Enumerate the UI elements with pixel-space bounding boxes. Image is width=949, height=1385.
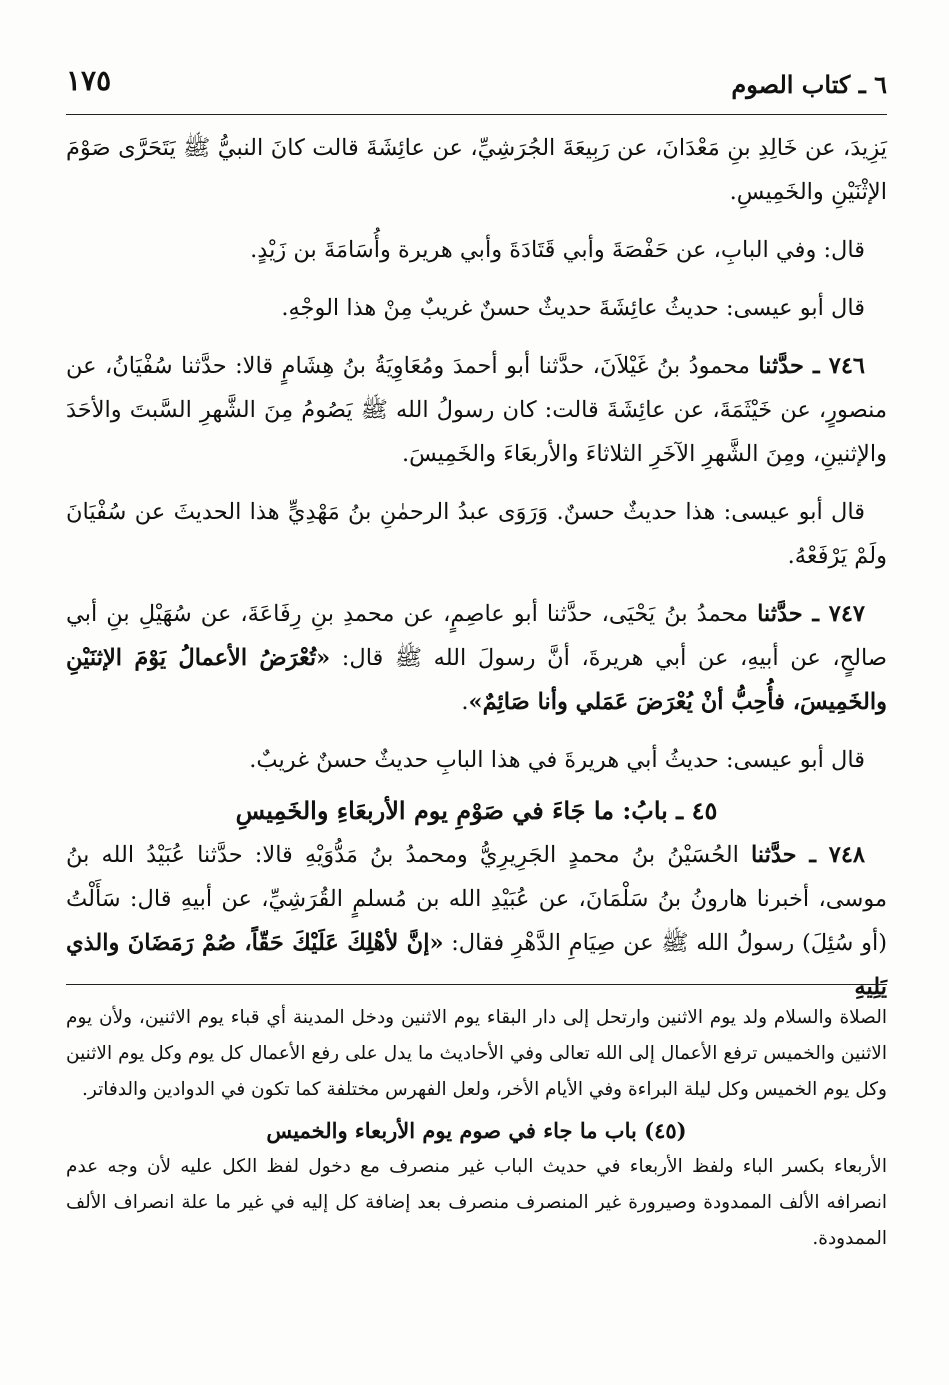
running-title: ٦ ـ كتاب الصوم bbox=[731, 70, 887, 99]
hadith-746 bbox=[66, 344, 887, 476]
hadith-text: محمودُ بنُ غَيْلاَنَ، حدَّثنا أبو أحمدَ ومُعَاوِيَةُ بنُ هِشَامٍ قالا: حدَّثنا سُفْيَانُ، عن منصورٍ، عن خَيْثَمَةَ، عن عائِشَةَ قالت: كان رسولُ الله ﷺ يَصُومُ مِنَ الشَّهرِ السَّبتَ والأحَدَ والإثنينِ، ومِنَ الشَّهرِ الآخَرِ الثلاثاءَ والأربعَاءَ والخَمِيسَ. bbox=[66, 353, 887, 467]
footnotes bbox=[66, 1000, 887, 1267]
hadith-end: . bbox=[461, 689, 469, 715]
paragraph: يَزِيدَ، عن خَالِدِ بنِ مَعْدَانَ، عن رَبِيعَةَ الجُرَشِيِّ، عن عائِشَةَ قالت كانَ النبيُّ ﷺ يَتَحَرَّى صَوْمَ الإثْنَيْنِ والخَمِيسِ. bbox=[66, 135, 887, 205]
hadith-747 bbox=[66, 592, 887, 724]
paragraph: قال أبو عيسى: هذا حديثٌ حسنٌ. وَرَوَى عبدُ الرحمٰنِ بنُ مَهْدِيٍّ هذا الحديثَ عن سُفْيَانَ ولَمْ يَرْفَعْهُ. bbox=[66, 499, 887, 569]
hadith-number: ٧٤٦ ـ bbox=[803, 353, 865, 379]
paragraph: قال: وفي البابِ، عن حَفْصَةَ وأبي قَتَادَةَ وأبي هريرة وأُسَامَةَ بن زَيْدٍ. bbox=[250, 237, 865, 263]
page-number: ١٧٥ bbox=[66, 64, 112, 97]
paragraph: قال أبو عيسى: حديثُ أبي هريرةَ في هذا البابِ حديثٌ حسنٌ غريبٌ. bbox=[249, 747, 865, 773]
hadith-748 bbox=[66, 833, 887, 1009]
hadith-text: محمدُ بنُ يَحْيَى، حدَّثنا أبو عاصِمٍ، عن محمدِ بنِ رِفَاعَةَ، عن سُهَيْلِ بنِ أبي صالحٍ، عن أبيهِ، عن أبي هريرةَ، أنَّ رسولَ الله ﷺ قال: bbox=[66, 601, 887, 671]
hadith-text: الحُسَيْنُ بنُ محمدٍ الجَرِيرِيُّ ومحمدُ بنُ مَدُّوَيْهِ قالا: حدَّثنا عُبَيْدُ الله بنُ موسى، أخبرنا هارونُ بنُ سَلْمَانَ، عن عُبَيْدِ الله بن مُسلمٍ القُرَشِيِّ، عن أبيهِ قال: سَأَلْتُ (أو سُئِلَ) رسولُ الله ﷺ عن صِيَامِ الدَّهْرِ فقال: bbox=[66, 842, 887, 956]
main-text bbox=[66, 126, 887, 1023]
footnote-paragraph: الصلاة والسلام ولد يوم الاثنين وارتحل إلى دار البقاء يوم الاثنين ودخل المدينة أي قباء يوم الاثنين، ولأن يوم الاثنين والخميس ترفع الأعمال إلى الله تعالى وفي الأحاديث ما يدل على رفع الأعمال كل يوم وكل يوم الاثنين وكل يوم الخميس وكل ليلة البراءة وفي الأيام الأخر، ولعل الفهرس مختلفة كما تكون في الدوادين والدفاتر. bbox=[66, 1007, 887, 1100]
haddathana-word: حدَّثنا bbox=[757, 601, 803, 627]
haddathana-word: حدَّثنا bbox=[750, 842, 797, 868]
page-header bbox=[66, 58, 887, 115]
hadith-number: ٧٤٨ ـ bbox=[796, 842, 865, 868]
footnote-divider bbox=[66, 984, 887, 985]
paragraph: قال أبو عيسى: حديثُ عائِشَةَ حديثٌ حسنٌ غريبٌ مِنْ هذا الوجْهِ. bbox=[281, 295, 865, 321]
footnote-paragraph: الأربعاء بكسر الباء ولفظ الأربعاء في حديث الباب غير منصرف مع دخول لفظ الكل عليه لأن وجه عدم انصرافه الألف الممدودة وصيرورة غير المنصرف منصرف بعد إضافة كل إليه في غير ما علة انصراف الألف الممدودة. bbox=[66, 1156, 887, 1249]
haddathana-word: حدَّثنا bbox=[758, 353, 804, 379]
footnote-title: (٤٥) باب ما جاء في صوم يوم الأربعاء والخميس bbox=[266, 1118, 687, 1143]
section-title: ٤٥ ـ بابُ: ما جَاءَ في صَوْمِ يوم الأربعَاءِ والخَمِيسِ bbox=[235, 796, 718, 825]
prophet-saying: «تُعْرَضُ الأعمالُ يَوْمَ الإثنَيْنِ والخَمِيسَ، فأُحِبُّ أنْ يُعْرَضَ عَمَلي وأنا صَائِمٌ» bbox=[66, 645, 887, 715]
hadith-number: ٧٤٧ ـ bbox=[802, 601, 865, 627]
prophet-saying: «إنَّ لأهْلِكَ عَلَيْكَ حَقّاً، صُمْ رَمَضَانَ والذي يَلِيهِ bbox=[66, 930, 887, 1000]
